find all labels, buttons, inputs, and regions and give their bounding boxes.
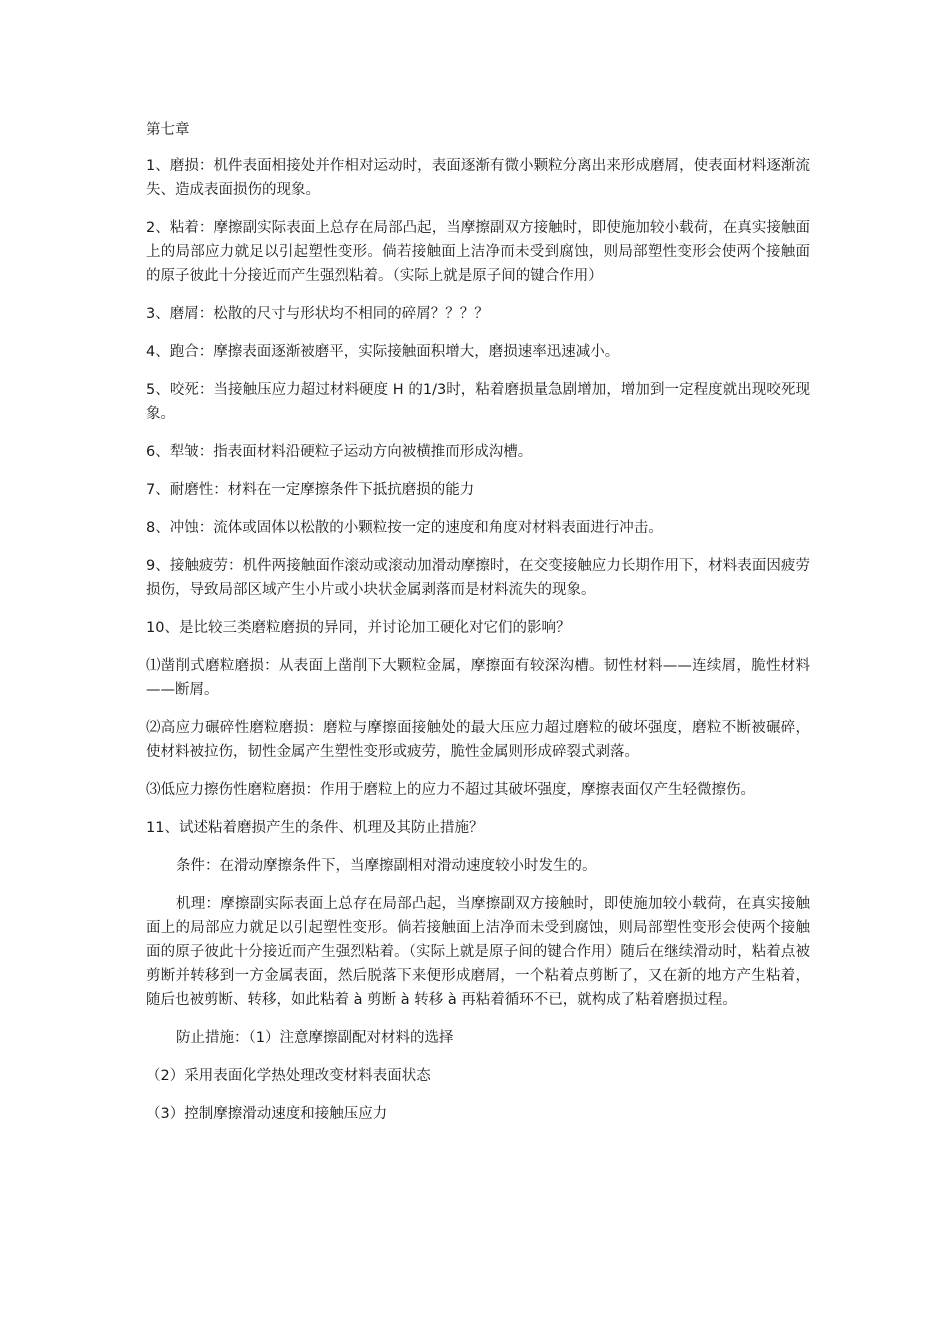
item-question-11: 11、试述粘着磨损产生的条件、机理及其防止措施？ [146, 820, 484, 836]
chapter-title: 第七章 [146, 122, 190, 138]
q11-prevention-2: （2）采用表面化学热处理改变材料表面状态 [146, 1068, 431, 1084]
item-erosion: 8、冲蚀：流体或固体以松散的小颗粒按一定的速度和角度对材料表面进行冲击。 [146, 520, 663, 536]
q11-mechanism: 机理：摩擦副实际表面上总存在局部凸起，当摩擦副双方接触时，即使施加较小载荷，在真实接触面上的局部应力就足以引起塑性变形。倘若接触面上洁净而未受到腐蚀，则局部塑性变形会使两个接触面的原子彼此十分接近而产生强烈粘着。（实际上就是原子间的键合作用）随后在继续滑动时，粘着点被剪断并转移到一方金属表面，然后脱落下来便形成磨屑，一个粘着点剪断了，又在新的地方产生粘着，随后也被剪断、转移，如此粘着 à 剪断 à 转移 à 再粘着循环不已，就构成了粘着磨损过程。 [146, 896, 810, 1008]
item-contact-fatigue: 9、接触疲劳：机件两接触面作滚动或滚动加滑动摩擦时，在交变接触应力长期作用下，材料表面因疲劳损伤，导致局部区域产生小片或小块状金属剥落而是材料流失的现象。 [146, 558, 810, 598]
item-adhesion: 2、粘着：摩擦副实际表面上总存在局部凸起，当摩擦副双方接触时，即使施加较小载荷，在真实接触面上的局部应力就足以引起塑性变形。倘若接触面上洁净而未受到腐蚀，则局部塑性变形会使两个接触面的原子彼此十分接近而产生强烈粘着。（实际上就是原子间的键合作用） [146, 220, 810, 284]
q10-answer-high-stress: ⑵高应力碾碎性磨粒磨损：磨粒与摩擦面接触处的最大压应力超过磨粒的破坏强度，磨粒不断被碾碎，使材料被拉伤，韧性金属产生塑性变形或疲劳，脆性金属则形成碎裂式剥落。 [146, 720, 810, 760]
q10-answer-low-stress: ⑶低应力擦伤性磨粒磨损：作用于磨粒上的应力不超过其破坏强度，摩擦表面仅产生轻微擦伤。 [146, 782, 755, 798]
item-wear-resistance: 7、耐磨性：材料在一定摩擦条件下抵抗磨损的能力 [146, 482, 475, 498]
q11-prevention-1: 防止措施：（1）注意摩擦副配对材料的选择 [176, 1030, 454, 1046]
item-wear: 1、磨损：机件表面相接处并作相对运动时，表面逐渐有微小颗粒分离出来形成磨屑，使表面材料逐渐流失、造成表面损伤的现象。 [146, 158, 810, 198]
item-ploughing: 6、犁皱：指表面材料沿硬粒子运动方向被横推而形成沟槽。 [146, 444, 533, 460]
q10-answer-gouging: ⑴凿削式磨粒磨损：从表面上凿削下大颗粒金属，摩擦面有较深沟槽。韧性材料——连续屑，脆性材料——断屑。 [146, 658, 810, 698]
item-seizure: 5、咬死：当接触压应力超过材料硬度 H 的1/3时，粘着磨损量急剧增加，增加到一定程度就出现咬死现象。 [146, 382, 810, 422]
document-page [146, 118, 810, 1140]
item-question-10: 10、是比较三类磨粒磨损的异同，并讨论加工硬化对它们的影响？ [146, 620, 571, 636]
item-running-in: 4、跑合：摩擦表面逐渐被磨平，实际接触面积增大，磨损速率迅速减小。 [146, 344, 620, 360]
q11-condition: 条件：在滑动摩擦条件下，当摩擦副相对滑动速度较小时发生的。 [176, 858, 597, 874]
q11-prevention-3: （3）控制摩擦滑动速度和接触压应力 [146, 1106, 388, 1122]
item-debris: 3、磨屑：松散的尺寸与形状均不相同的碎屑？？？？ [146, 306, 489, 322]
